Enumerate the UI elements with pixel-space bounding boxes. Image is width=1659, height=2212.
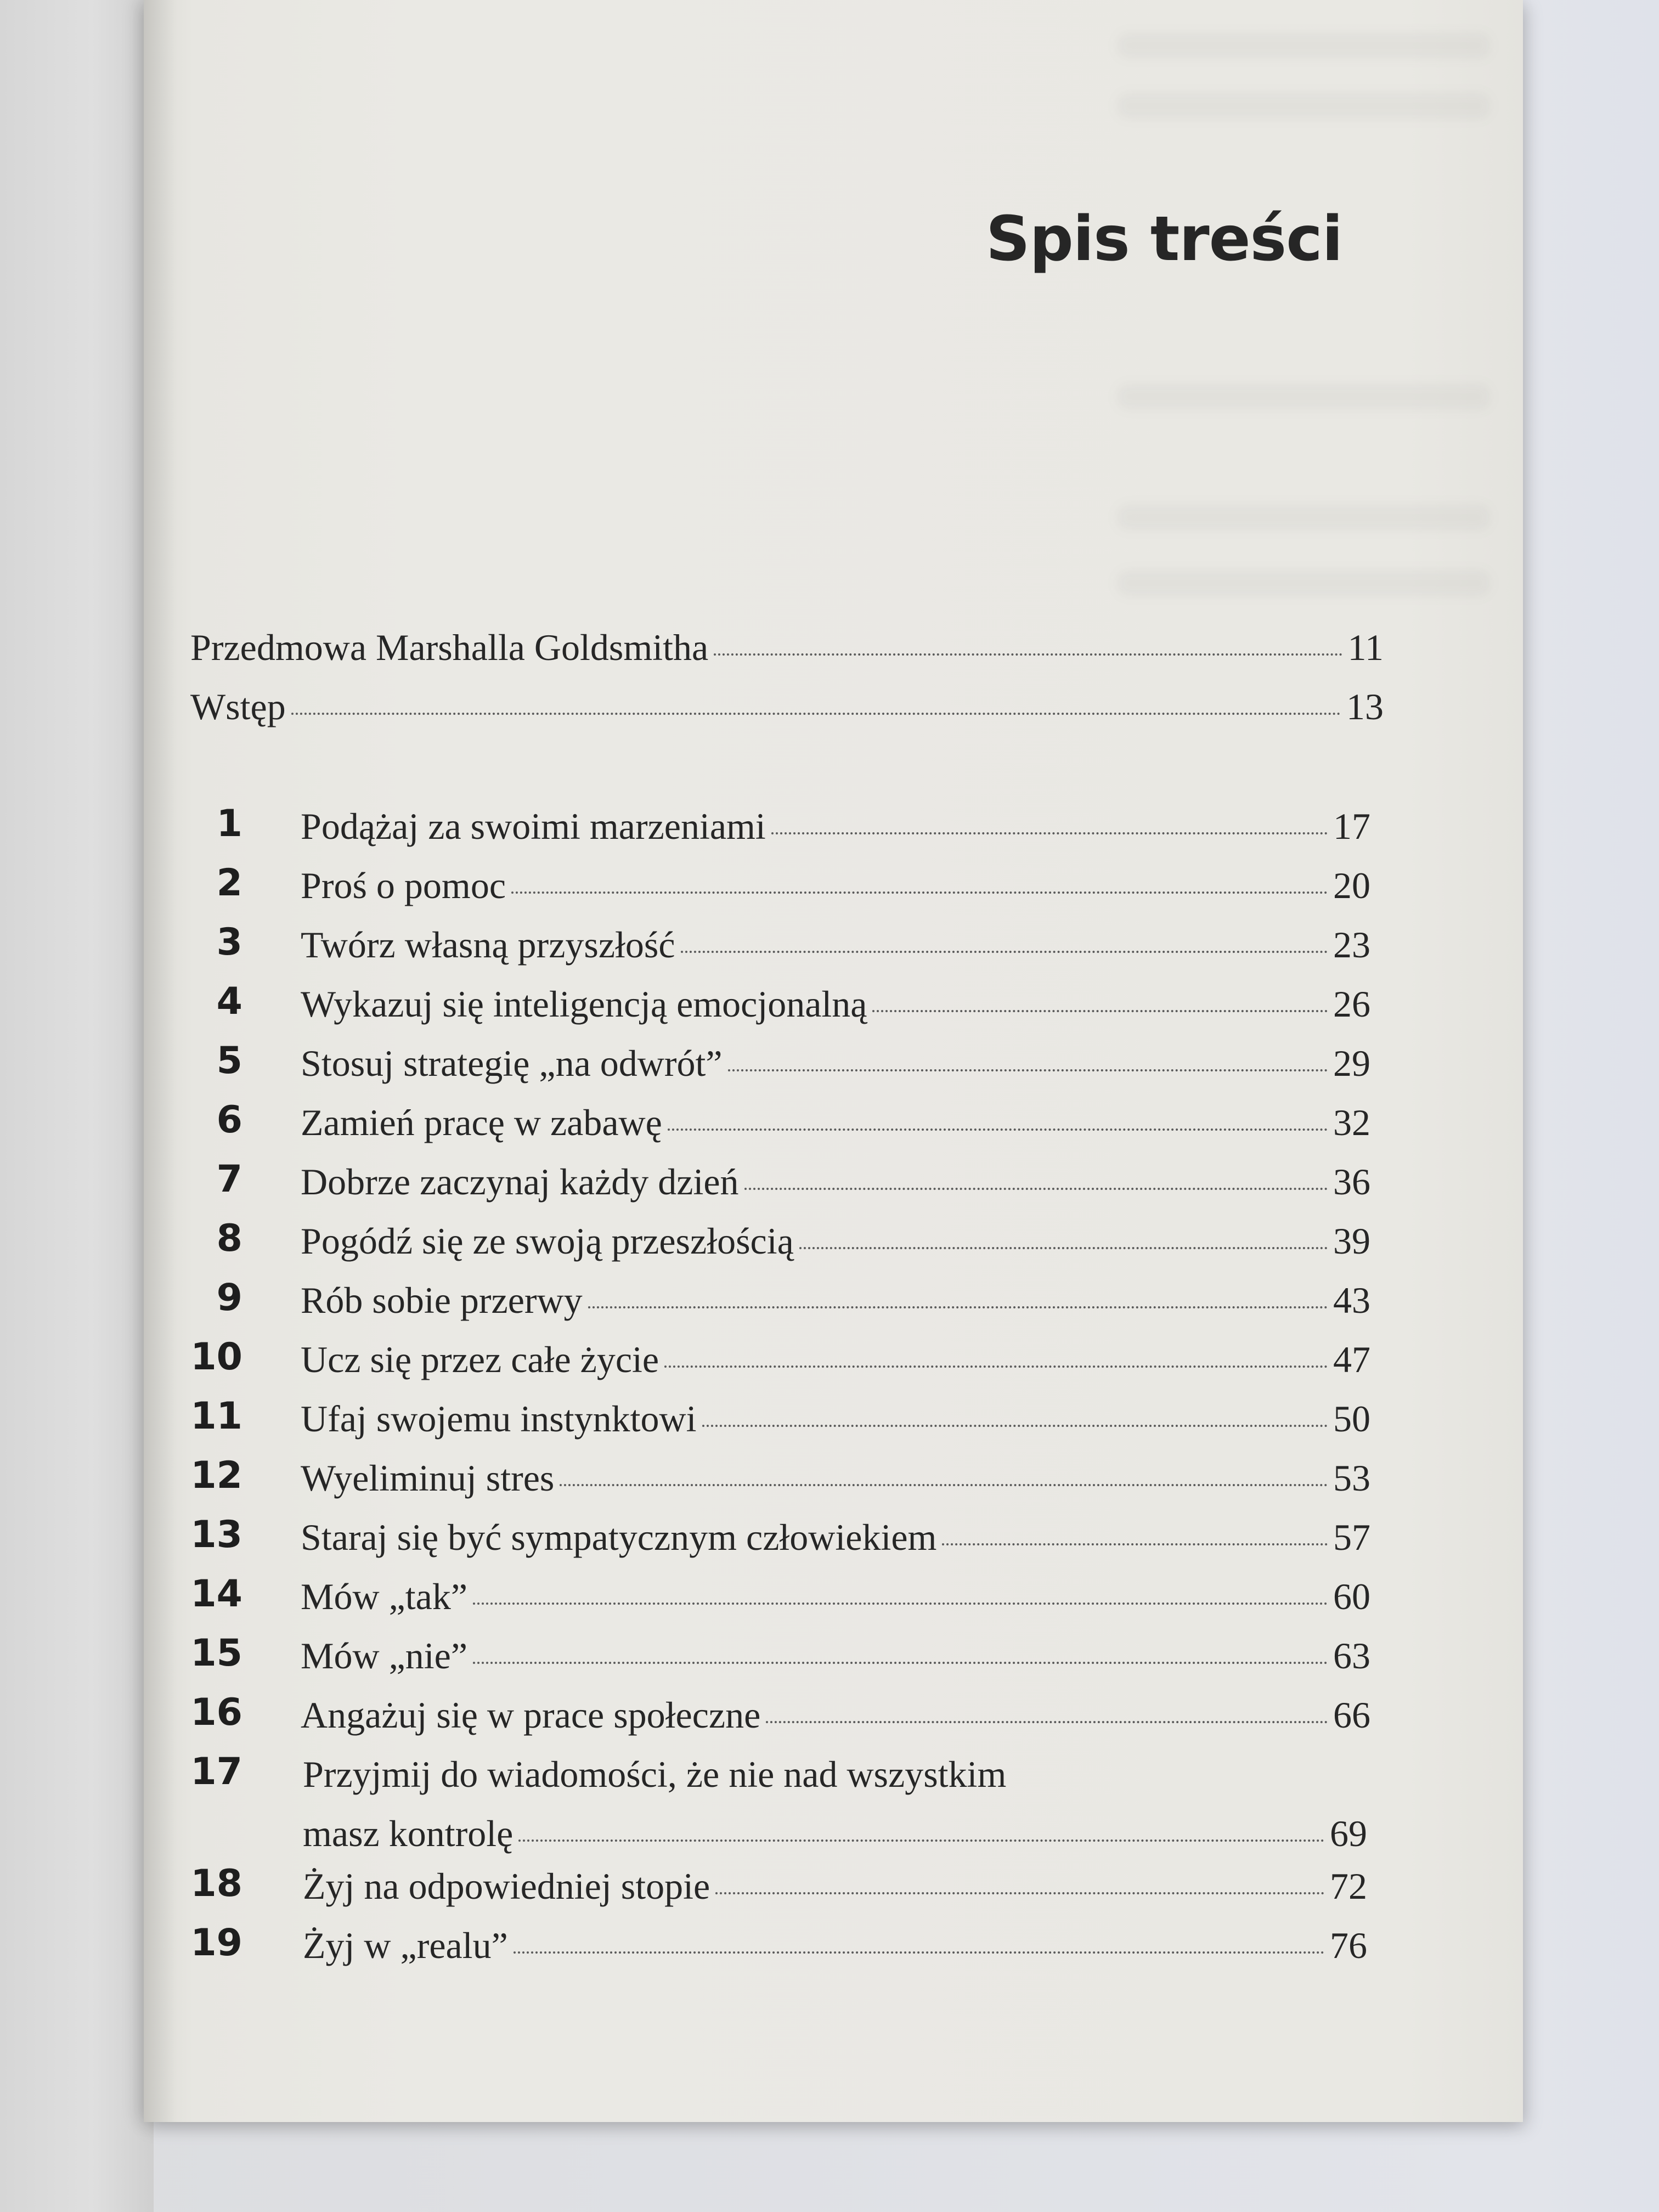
entry-title: Dobrze zaczynaj każdy dzień xyxy=(301,1161,739,1203)
chapter-number: 11 xyxy=(190,1395,242,1438)
chapter-number: 13 xyxy=(190,1513,242,1556)
toc-entry xyxy=(190,629,1384,666)
toc-entry xyxy=(301,805,1370,847)
page-title: Spis treści xyxy=(985,204,1342,275)
chapter-number: 8 xyxy=(216,1217,242,1260)
chapter-number: 7 xyxy=(216,1158,242,1201)
leader-dots xyxy=(291,713,1341,715)
toc-entry xyxy=(301,1398,1370,1440)
entry-title: Twórz własną przyszłość xyxy=(301,924,675,966)
entry-title-continued: masz kontrolę xyxy=(303,1813,514,1854)
leader-dots xyxy=(715,1892,1324,1894)
entry-page-number: 26 xyxy=(1333,983,1370,1025)
entry-page-number: 17 xyxy=(1333,805,1370,847)
entry-title: Staraj się być sympatycznym człowiekiem xyxy=(301,1516,937,1558)
entry-page-number: 36 xyxy=(1333,1161,1370,1203)
entry-page-number: 29 xyxy=(1333,1042,1370,1084)
show-through-text xyxy=(1117,384,1490,409)
leader-dots xyxy=(511,891,1328,894)
previous-page-edge xyxy=(0,0,154,2212)
entry-title: Ufaj swojemu instynktowi xyxy=(301,1398,697,1440)
leader-dots xyxy=(588,1306,1328,1308)
leader-dots xyxy=(872,1010,1328,1012)
chapter-number: 1 xyxy=(216,802,242,845)
toc-entry xyxy=(301,924,1370,966)
entry-title: Proś o pomoc xyxy=(301,865,506,906)
entry-title: Żyj w „realu” xyxy=(303,1925,508,1966)
leader-dots xyxy=(560,1484,1328,1486)
chapter-number: 17 xyxy=(190,1750,242,1793)
chapter-number: 15 xyxy=(190,1632,242,1675)
leader-dots xyxy=(473,1662,1328,1664)
entry-title: Przedmowa Marshalla Goldsmitha xyxy=(190,627,709,668)
chapter-number: 3 xyxy=(216,921,242,964)
leader-dots xyxy=(664,1365,1328,1368)
entry-title: Żyj na odpowiedniej stopie xyxy=(303,1865,710,1907)
entry-title: Rób sobie przerwy xyxy=(301,1279,583,1321)
leader-dots xyxy=(766,1721,1328,1723)
chapter-number: 19 xyxy=(190,1921,242,1965)
leader-dots xyxy=(771,832,1328,834)
entry-page-number: 72 xyxy=(1330,1865,1367,1907)
entry-page-number: 60 xyxy=(1333,1576,1370,1617)
chapter-number: 6 xyxy=(216,1098,242,1142)
chapter-number: 9 xyxy=(216,1276,242,1319)
entry-page-number: 23 xyxy=(1333,924,1370,966)
toc-entry xyxy=(301,1279,1370,1321)
entry-title: Stosuj strategię „na odwrót” xyxy=(301,1042,723,1084)
entry-page-number: 43 xyxy=(1333,1279,1370,1321)
show-through-text xyxy=(1117,93,1490,119)
entry-title: Podążaj za swoimi marzeniami xyxy=(301,805,766,847)
entry-title: Wykazuj się inteligencją emocjonalną xyxy=(301,983,867,1025)
leader-dots xyxy=(799,1247,1328,1249)
entry-page-number: 32 xyxy=(1333,1102,1370,1143)
leader-dots xyxy=(714,653,1342,656)
entry-page-number: 39 xyxy=(1333,1220,1370,1262)
toc-entry xyxy=(303,1815,1367,1852)
entry-page-number: 13 xyxy=(1346,686,1384,727)
entry-page-number: 76 xyxy=(1330,1925,1367,1966)
entry-title: Przyjmij do wiadomości, że nie nad wszystkim xyxy=(303,1753,1007,1795)
show-through-text xyxy=(1117,571,1490,596)
chapter-number: 14 xyxy=(190,1572,242,1616)
toc-entry xyxy=(301,1696,1370,1734)
chapter-number: 12 xyxy=(190,1454,242,1497)
entry-page-number: 63 xyxy=(1333,1635,1370,1677)
toc-entry xyxy=(303,1927,1367,1964)
chapter-number: 16 xyxy=(190,1691,242,1734)
chapter-number: 18 xyxy=(190,1862,242,1905)
chapter-number: 10 xyxy=(190,1335,242,1379)
entry-page-number: 20 xyxy=(1333,865,1370,906)
toc-entry xyxy=(301,1042,1370,1084)
book-page xyxy=(144,0,1523,2122)
leader-dots xyxy=(518,1839,1324,1842)
leader-dots xyxy=(514,1951,1324,1954)
entry-page-number: 47 xyxy=(1333,1339,1370,1380)
page-gutter-shadow xyxy=(144,0,177,2122)
toc-entry xyxy=(303,1867,1367,1905)
chapter-number: 4 xyxy=(216,980,242,1023)
show-through-text xyxy=(1117,33,1490,58)
toc-entry xyxy=(301,1459,1370,1497)
leader-dots xyxy=(942,1543,1328,1545)
entry-page-number: 69 xyxy=(1330,1813,1367,1854)
entry-page-number: 57 xyxy=(1333,1516,1370,1558)
entry-title: Wstęp xyxy=(190,686,286,727)
toc-entry xyxy=(301,985,1370,1023)
entry-page-number: 66 xyxy=(1333,1694,1370,1736)
leader-dots xyxy=(702,1425,1328,1427)
toc-entry xyxy=(301,1578,1370,1615)
leader-dots xyxy=(681,951,1328,953)
entry-title: Ucz się przez całe życie xyxy=(301,1339,659,1380)
show-through-text xyxy=(1117,505,1490,530)
toc-entry xyxy=(301,1516,1370,1558)
entry-page-number: 11 xyxy=(1347,627,1384,668)
entry-title: Angażuj się w prace społeczne xyxy=(301,1694,761,1736)
entry-title: Zamień pracę w zabawę xyxy=(301,1102,662,1143)
entry-title: Wyeliminuj stres xyxy=(301,1457,555,1499)
entry-title: Pogódź się ze swoją przeszłością xyxy=(301,1220,794,1262)
leader-dots xyxy=(744,1188,1328,1190)
leader-dots xyxy=(473,1602,1328,1605)
toc-entry xyxy=(190,688,1384,725)
toc-entry xyxy=(301,1161,1370,1203)
entry-page-number: 53 xyxy=(1333,1457,1370,1499)
toc-entry xyxy=(301,1341,1370,1378)
entry-title: Mów „nie” xyxy=(301,1635,468,1677)
leader-dots xyxy=(668,1128,1328,1131)
toc-entry xyxy=(301,1222,1370,1260)
toc-entry xyxy=(301,1635,1370,1677)
entry-title: Mów „tak” xyxy=(301,1576,468,1617)
entry-page-number: 50 xyxy=(1333,1398,1370,1440)
chapter-number: 5 xyxy=(216,1039,242,1082)
leader-dots xyxy=(728,1069,1328,1071)
chapter-number: 2 xyxy=(216,861,242,905)
toc-entry xyxy=(301,1104,1370,1141)
toc-entry xyxy=(301,867,1370,904)
